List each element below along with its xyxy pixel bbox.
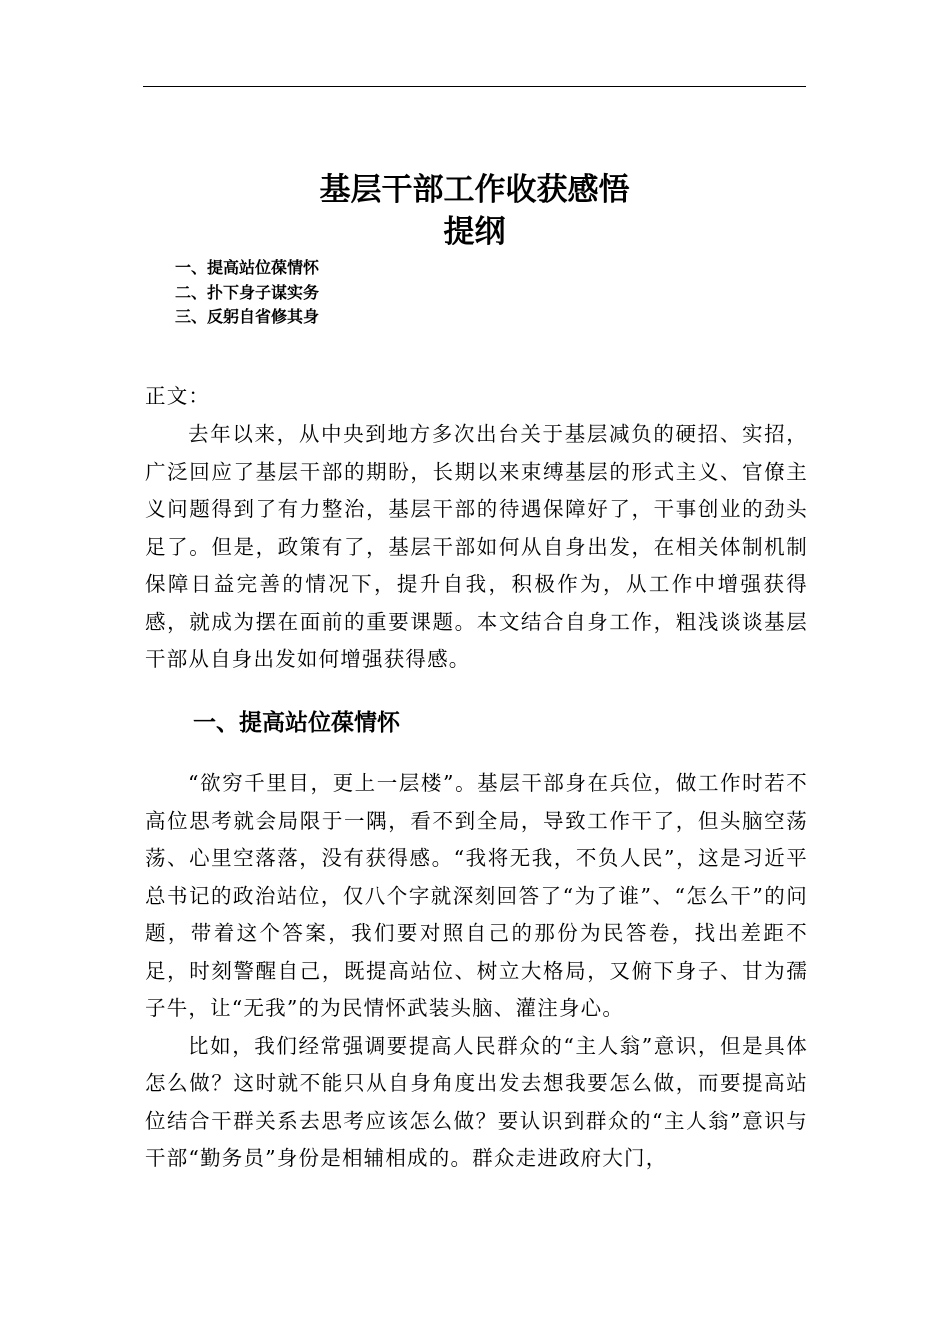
body-label: 正文： xyxy=(145,384,211,408)
section-body xyxy=(145,765,808,1178)
section-heading: 一、提高站位葆情怀 xyxy=(193,710,400,736)
header-rule xyxy=(143,86,806,87)
body-paragraph: 比如，我们经常强调要提高人民群众的“主人翁”意识，但是具体怎么做？这时就不能只从自身角度出发去想我要怎么做，而要提高站位结合干群关系去思考应该怎么做？要认识到群众的“主人翁”意识与干部“勤务员”身份是相辅相成的。群众走进政府大门， xyxy=(145,1033,808,1170)
body-paragraph: “欲穷千里目，更上一层楼”。基层干部身在兵位，做工作时若不高位思考就会局限于一隅，看不到全局，导致工作干了，但头脑空荡荡、心里空落落，没有获得感。“我将无我，不负人民”，这是习近平总书记的政治站位，仅八个字就深刻回答了“为了谁”、“怎么干”的问题，带着这个答案，我们要对照自己的那份为民答卷，找出差距不足，时刻警醒自己，既提高站位、树立大格局，又俯下身子、甘为孺子牛，让“无我”的为民情怀武装头脑、灌注身心。 xyxy=(145,771,808,1020)
intro-section xyxy=(145,416,808,679)
outline-item: 三、反躬自省修其身 xyxy=(175,307,320,326)
outline-item: 二、扑下身子谋实务 xyxy=(175,282,320,302)
intro-paragraph: 去年以来，从中央到地方多次出台关于基层减负的硬招、实招，广泛回应了基层干部的期盼，长期以来束缚基层的形式主义、官僚主义问题得到了有力整治，基层干部的待遇保障好了，干事创业的劲头足了。但是，政策有了，基层干部如何从自身出发，在相关体制机制保障日益完善的情况下，提升自我，积极作为，从工作中增强获得感，就成为摆在面前的重要课题。本文结合自身工作，粗浅谈谈基层干部从自身出发如何增强获得感。 xyxy=(145,422,808,671)
outline-list xyxy=(175,256,319,330)
outline-item: 一、提高站位葆情怀 xyxy=(175,258,320,277)
document-title: 基层干部工作收获感悟 xyxy=(319,172,630,208)
document-subtitle: 提纲 xyxy=(443,214,506,250)
